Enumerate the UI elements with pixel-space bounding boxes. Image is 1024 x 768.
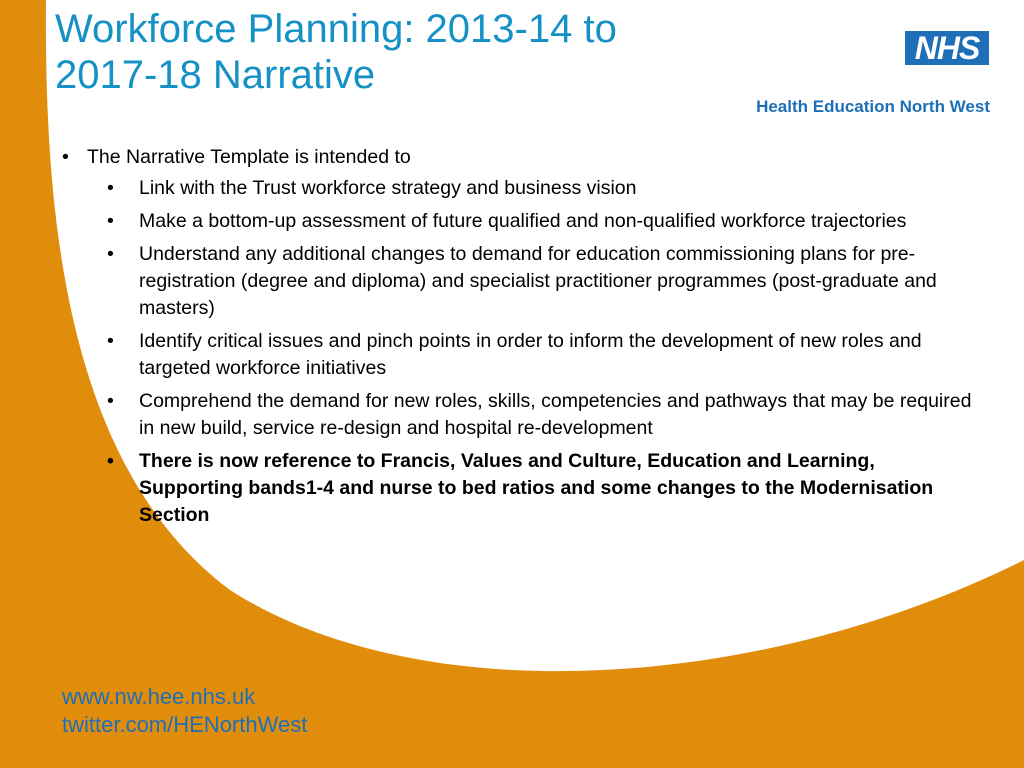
list-item (107, 388, 982, 442)
list-item (107, 241, 982, 322)
list-item-text: Identify critical issues and pinch points in order to inform the development of new roles and targeted workforce initiatives (139, 330, 922, 379)
bullet-icon: • (107, 450, 114, 472)
list-item-text: There is now reference to Francis, Values and Culture, Education and Learning, Supporting bands1-4 and nurse to bed ratios and some changes to the Modernisation Section (139, 450, 934, 526)
bullet-icon: • (107, 177, 114, 199)
bullet-list (62, 144, 982, 535)
list-item-text: Make a bottom-up assessment of future qualified and non-qualified workforce trajectories (139, 210, 907, 232)
list-item-text: Comprehend the demand for new roles, skills, competencies and pathways that may be required in new build, service re-design and hospital re-development (139, 390, 972, 439)
list-item (107, 175, 982, 202)
title-line-1: Workforce Planning: 2013-14 to (55, 7, 617, 51)
list-item (107, 448, 982, 529)
bullet-icon: • (107, 330, 114, 352)
list-item (107, 208, 982, 235)
list-item (107, 328, 982, 382)
nhs-logo: NHS (905, 31, 989, 65)
org-name: Health Education North West (756, 97, 990, 116)
bullet-icon: • (107, 210, 114, 232)
title-line-2: 2017-18 Narrative (55, 53, 376, 97)
website-link[interactable]: www.nw.hee.nhs.uk (62, 684, 256, 709)
intro-bullet (62, 144, 982, 171)
twitter-link[interactable]: twitter.com/HENorthWest (62, 712, 308, 737)
bullet-icon: • (107, 243, 114, 265)
intro-text: The Narrative Template is intended to (87, 146, 411, 168)
list-item-text: Understand any additional changes to demand for education commissioning plans for pre-registration (degree and diploma) and specialist practitioner programmes (post-graduate and masters) (139, 243, 937, 319)
bullet-icon: • (62, 146, 69, 168)
page-title (55, 6, 755, 98)
footer (62, 683, 307, 739)
list-item-text: Link with the Trust workforce strategy and business vision (139, 177, 637, 199)
bullet-icon: • (107, 390, 114, 412)
